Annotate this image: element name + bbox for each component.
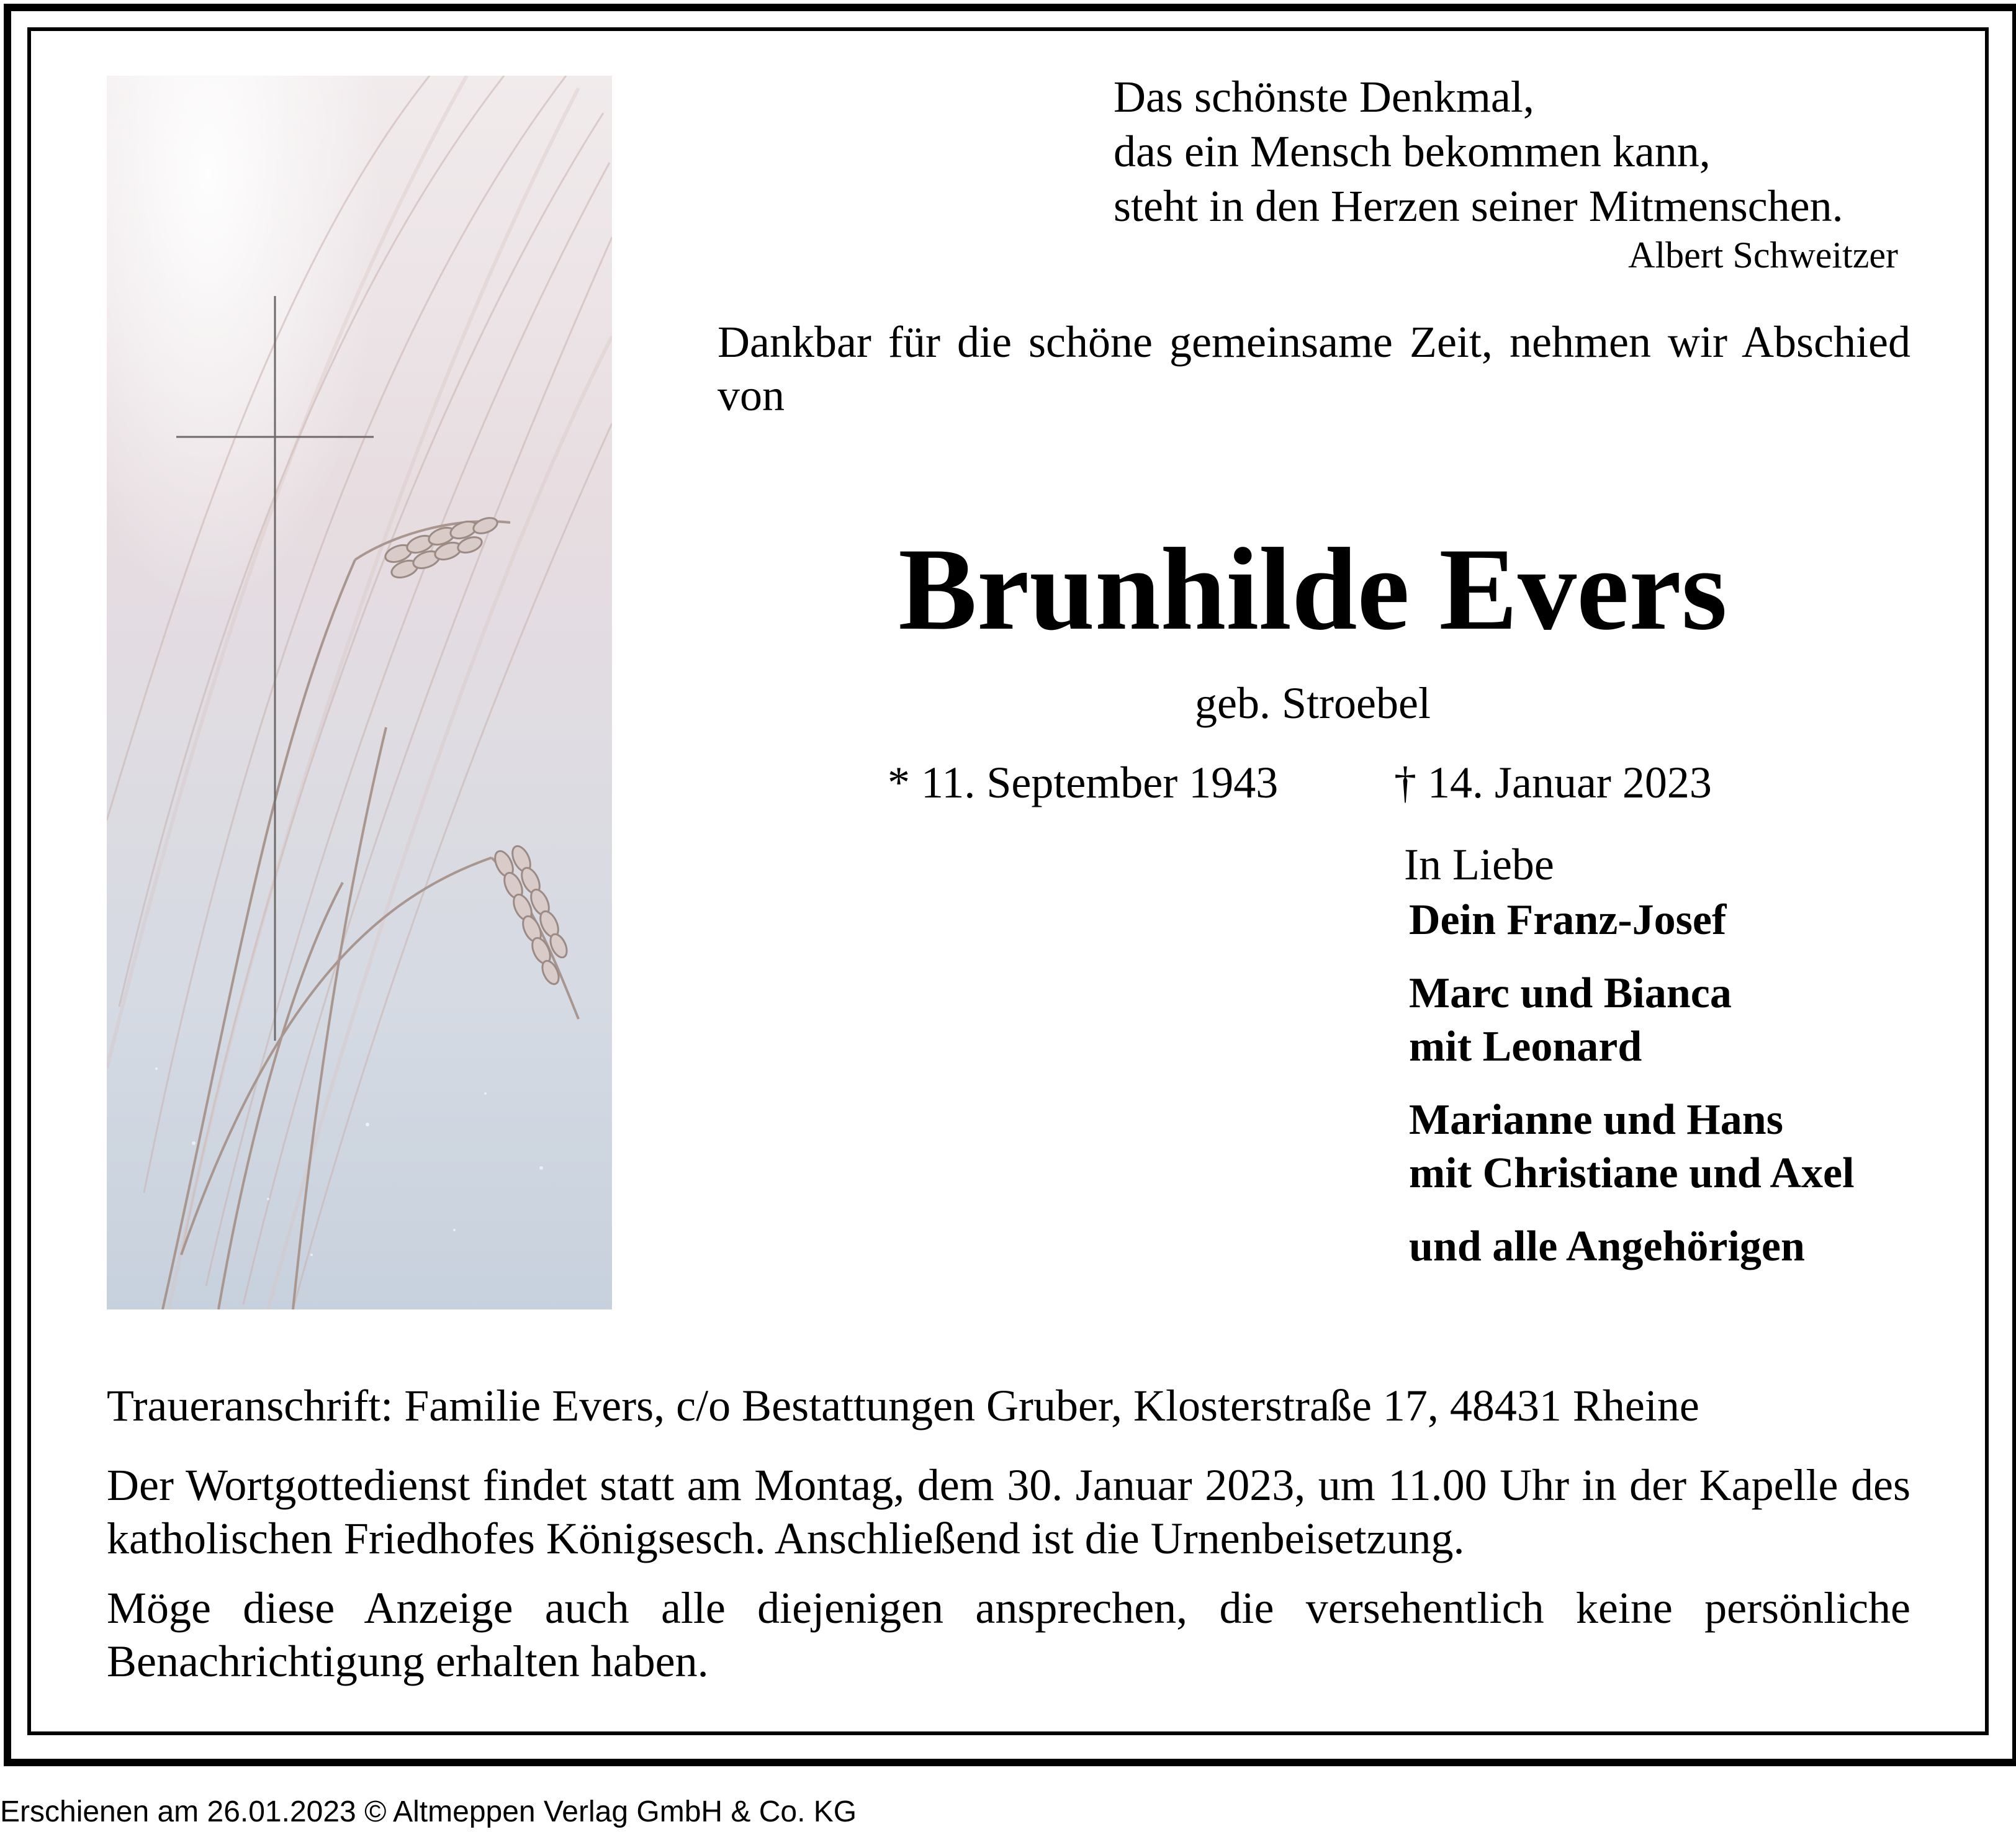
mourner-group [1409,894,1963,947]
mourners-heading: In Liebe [1404,840,1554,889]
mourner-group [1409,967,1963,1074]
notification-notice: Möge diese Anzeige auch alle diejenigen ansprechen, die versehentlich keine persönliche Benachrichtigung erhalten haben. [107,1583,1910,1686]
intro-text: Dankbar für die schöne gemeinsame Zeit, nehmen wir Abschied von [718,317,1910,420]
mourner-line: Dein Franz-Josef [1409,896,1727,944]
mourning-address: Traueranschrift: Familie Evers, c/o Bestattungen Gruber, Klosterstraße 17, 48431 Rheine [107,1381,1699,1430]
mourner-line: und alle Angehörigen [1409,1223,1805,1270]
quote [1114,70,1920,233]
publication-credit: Erschienen am 26.01.2023 © Altmeppen Verlag GmbH & Co. KG [0,1795,857,1828]
mourner-line: Marianne und Hans [1409,1096,1783,1144]
mourners-block [1404,838,1963,1293]
service-info: Der Wortgottedienst findet statt am Montag, dem 30. Januar 2023, um 11.00 Uhr in der Kapelle des katholischen Friedhofes Königsesch. Anschließend ist die Urnenbeisetzung. [107,1460,1910,1563]
quote-line: Das schönste Denkmal, [1114,72,1534,122]
mourner-group [1409,1220,1963,1273]
memorial-artwork [107,76,612,1309]
quote-author: Albert Schweitzer [1628,235,1898,276]
wheat-cross-painting [107,76,612,1309]
mourner-line: mit Christiane und Axel [1409,1149,1855,1197]
birth-date: * 11. September 1943 [888,758,1279,807]
mourner-group [1409,1093,1963,1200]
maiden-name: geb. Stroebel [1195,678,1431,728]
quote-line: das ein Mensch bekommen kann, [1114,127,1711,176]
quote-line: steht in den Herzen seiner Mitmenschen. [1114,181,1843,231]
deceased-name: Brunhilde Evers [898,524,1727,655]
death-date: † 14. Januar 2023 [1394,758,1712,807]
mourner-line: mit Leonard [1409,1023,1642,1071]
mourner-line: Marc und Bianca [1409,969,1732,1017]
